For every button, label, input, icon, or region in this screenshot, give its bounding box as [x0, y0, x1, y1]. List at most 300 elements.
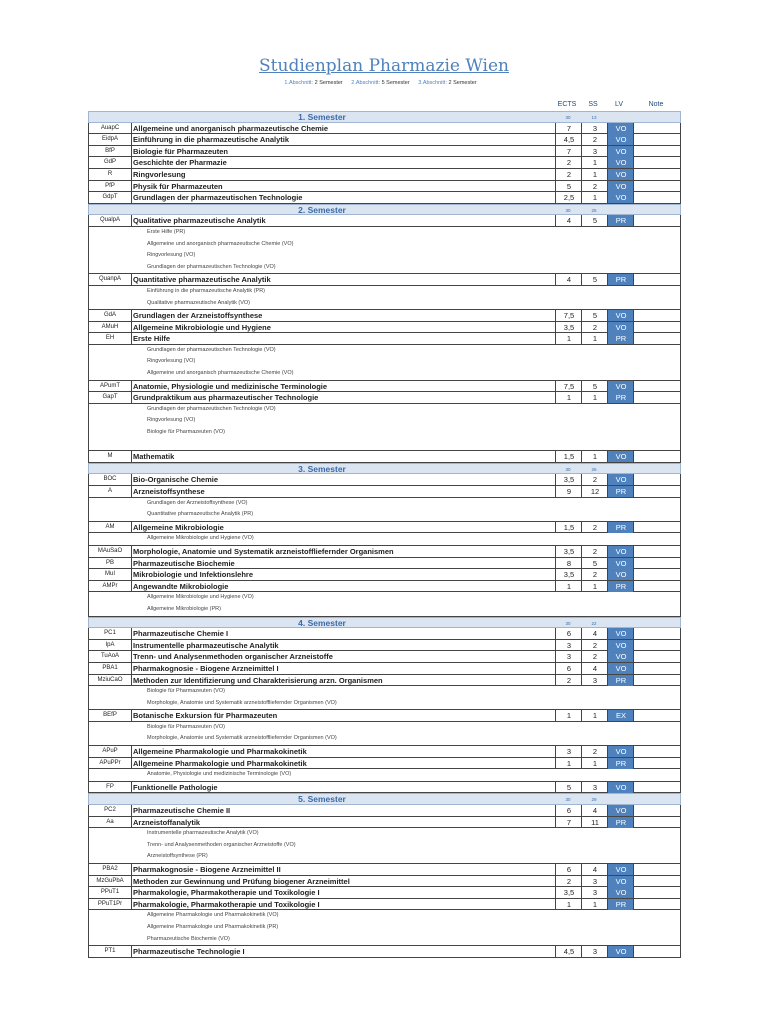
- course-note: [633, 651, 682, 662]
- course-code: PBA2: [89, 864, 132, 875]
- course-ss: 3: [581, 675, 608, 686]
- course-code: R: [89, 169, 132, 180]
- course-lv-badge: VO: [607, 123, 634, 134]
- course-ects: 8: [555, 558, 582, 569]
- course-ss: 1: [581, 710, 608, 721]
- course-code: GdA: [89, 310, 132, 321]
- course-lv-badge: PR: [607, 333, 634, 344]
- course-row: [88, 805, 681, 817]
- course-row: [88, 333, 681, 345]
- page-title: Studienplan Pharmazie Wien: [259, 56, 509, 76]
- course-row: [88, 710, 681, 722]
- course-name: Pharmazeutische Chemie I: [133, 629, 229, 639]
- course-row: [88, 651, 681, 663]
- course-name: Pharmazeutische Biochemie: [133, 558, 235, 568]
- course-code: AMuH: [89, 322, 132, 333]
- course-ects: 1,5: [555, 451, 582, 462]
- ects-column-header: ECTS: [557, 101, 577, 108]
- course-name: Bio-Organische Chemie: [133, 475, 219, 485]
- course-note: [633, 746, 682, 757]
- course-ss: 1: [581, 169, 608, 180]
- course-code: M: [89, 451, 132, 462]
- course-name: Pharmakologie, Pharmakotherapie und Toxikologie I: [133, 899, 320, 909]
- course-ss: 3: [581, 123, 608, 134]
- course-code: PBA1: [89, 663, 132, 674]
- course-note: [633, 215, 682, 226]
- course-name: Anatomie, Physiologie und medizinische Terminologie: [133, 381, 328, 391]
- course-ects: 1,5: [555, 522, 582, 533]
- course-note: [633, 887, 682, 898]
- course-name: Physik für Pharmazeuten: [133, 181, 223, 191]
- course-ss: 5: [581, 310, 608, 321]
- course-name: Biologie für Pharmazeuten: [133, 146, 229, 156]
- course-name: Methoden zur Gewinnung und Prüfung biogener Arzneimittel: [133, 876, 350, 886]
- prerequisite-item: Ringvorlesung (VO): [147, 417, 196, 424]
- course-name: Grundpraktikum aus pharmazeutischer Technologie: [133, 393, 319, 403]
- section-1-label: 1.Abschnitt:: [284, 80, 314, 86]
- course-row: [88, 782, 681, 794]
- course-ects: 7: [555, 123, 582, 134]
- course-ss: 5: [581, 215, 608, 226]
- prerequisite-block: [88, 722, 681, 746]
- course-note: [633, 192, 682, 203]
- course-note: [633, 274, 682, 285]
- course-lv-badge: PR: [607, 522, 634, 533]
- prerequisite-block: [88, 345, 681, 381]
- prerequisite-block: [88, 592, 681, 616]
- course-ects: 1: [555, 333, 582, 344]
- course-ects: 7,5: [555, 381, 582, 392]
- prerequisite-block: [88, 769, 681, 782]
- course-lv-badge: VO: [607, 887, 634, 898]
- course-ss: 4: [581, 805, 608, 816]
- note-column-header: Note: [648, 101, 664, 108]
- course-ss: 5: [581, 558, 608, 569]
- course-ss: 3: [581, 146, 608, 157]
- course-ss: 1: [581, 157, 608, 168]
- course-row: [88, 899, 681, 911]
- course-ss: 12: [581, 486, 608, 497]
- course-name: Pharmakognosie - Biogene Arzneimittel I: [133, 663, 279, 673]
- course-code: EH: [89, 333, 132, 344]
- course-code: GapT: [89, 392, 132, 403]
- course-name: Arzneistoffanalytik: [133, 817, 201, 827]
- course-ects: 2: [555, 876, 582, 887]
- prerequisite-item: Grundlagen der Arzneistoffsynthese (VO): [147, 499, 248, 506]
- course-name: Pharmakologie, Pharmakotherapie und Toxikologie I: [133, 888, 320, 898]
- course-ects: 2,5: [555, 192, 582, 203]
- course-lv-badge: VO: [607, 134, 634, 145]
- course-lv-badge: VO: [607, 651, 634, 662]
- course-code: PfP: [89, 181, 132, 192]
- course-note: [633, 322, 682, 333]
- course-code: GdpT: [89, 192, 132, 203]
- course-name: Pharmazeutische Technologie I: [133, 947, 245, 957]
- course-code: PPuT1: [89, 887, 132, 898]
- course-ss: 1: [581, 192, 608, 203]
- course-note: [633, 381, 682, 392]
- prerequisite-item: Biologie für Pharmazeuten (VO): [147, 723, 225, 730]
- course-ects: 1: [555, 899, 582, 910]
- course-lv-badge: VO: [607, 322, 634, 333]
- semester-ss-total: 29: [591, 797, 597, 803]
- course-code: TuAoA: [89, 651, 132, 662]
- course-code: BfP: [89, 146, 132, 157]
- course-name: Trenn- und Analysenmethoden organischer Arzneistoffe: [133, 652, 333, 662]
- course-code: PC2: [89, 805, 132, 816]
- course-name: Allgemeine Pharmakologie und Pharmakokinetik: [133, 747, 307, 757]
- course-name: Allgemeine Pharmakologie und Pharmakokinetik: [133, 758, 307, 768]
- prerequisite-item: Allgemeine und anorganisch pharmazeutische Chemie (VO): [147, 370, 294, 377]
- course-lv-badge: VO: [607, 569, 634, 580]
- course-ects: 9: [555, 486, 582, 497]
- prerequisite-block: [88, 828, 681, 864]
- course-ects: 4,5: [555, 134, 582, 145]
- course-lv-badge: VO: [607, 181, 634, 192]
- course-code: IpA: [89, 640, 132, 651]
- prerequisite-block: [88, 533, 681, 546]
- course-note: [633, 474, 682, 485]
- course-row: [88, 569, 681, 581]
- course-ects: 6: [555, 628, 582, 639]
- course-lv-badge: VO: [607, 157, 634, 168]
- prerequisite-block: [88, 686, 681, 710]
- course-row: [88, 310, 681, 322]
- prerequisite-item: Grundlagen der pharmazeutischen Technologie (VO): [147, 405, 276, 412]
- course-code: GdP: [89, 157, 132, 168]
- course-name: Grundlagen der pharmazeutischen Technologie: [133, 193, 303, 203]
- course-note: [633, 817, 682, 828]
- course-row: [88, 663, 681, 675]
- course-ss: 2: [581, 522, 608, 533]
- course-ects: 3,5: [555, 322, 582, 333]
- course-ects: 6: [555, 805, 582, 816]
- course-row: [88, 123, 681, 135]
- course-row: [88, 946, 681, 958]
- course-ects: 1: [555, 581, 582, 592]
- semester-ects-total: 30: [565, 620, 571, 626]
- course-ects: 4: [555, 215, 582, 226]
- course-lv-badge: VO: [607, 546, 634, 557]
- course-lv-badge: PR: [607, 817, 634, 828]
- prerequisite-item: Grundlagen der pharmazeutischen Technologie (VO): [147, 346, 276, 353]
- course-name: Angewandte Mikrobiologie: [133, 581, 229, 591]
- prerequisite-block: [88, 227, 681, 274]
- course-code: AM: [89, 522, 132, 533]
- course-code: PT1: [89, 946, 132, 957]
- course-row: [88, 146, 681, 158]
- prerequisite-item: Allgemeine Mikrobiologie und Hygiene (VO): [147, 594, 254, 601]
- course-ss: 2: [581, 546, 608, 557]
- semester-ects-total: 30: [565, 207, 571, 213]
- ss-column-header: SS: [588, 101, 598, 108]
- course-ects: 7,5: [555, 310, 582, 321]
- course-ects: 2: [555, 169, 582, 180]
- course-row: [88, 876, 681, 888]
- course-note: [633, 558, 682, 569]
- course-name: Mikrobiologie und Infektionslehre: [133, 570, 254, 580]
- semester-title: 3. Semester: [298, 463, 346, 474]
- course-lv-badge: VO: [607, 192, 634, 203]
- course-lv-badge: PR: [607, 758, 634, 769]
- course-ss: 2: [581, 569, 608, 580]
- lv-column-header: LV: [614, 101, 624, 108]
- section-2-value: 5 Semester: [381, 80, 410, 86]
- course-note: [633, 157, 682, 168]
- course-code: QuanpA: [89, 274, 132, 285]
- course-row: [88, 181, 681, 193]
- semester-ss-total: 22: [591, 620, 597, 626]
- course-note: [633, 522, 682, 533]
- course-lv-badge: VO: [607, 782, 634, 793]
- course-note: [633, 134, 682, 145]
- course-lv-badge: EX: [607, 710, 634, 721]
- course-ects: 5: [555, 181, 582, 192]
- course-ss: 2: [581, 181, 608, 192]
- course-note: [633, 123, 682, 134]
- semester-ss-total: 25: [591, 207, 597, 213]
- course-ects: 2: [555, 675, 582, 686]
- prerequisite-item: [89, 439, 680, 451]
- course-lv-badge: PR: [607, 486, 634, 497]
- course-name: Qualitative pharmazeutische Analytik: [133, 216, 266, 226]
- course-row: [88, 134, 681, 146]
- course-row: [88, 274, 681, 286]
- course-lv-badge: VO: [607, 451, 634, 462]
- course-code: PC1: [89, 628, 132, 639]
- section-3-value: 2 Semester: [448, 80, 477, 86]
- course-note: [633, 864, 682, 875]
- course-lv-badge: PR: [607, 274, 634, 285]
- course-ects: 1: [555, 392, 582, 403]
- course-ss: 3: [581, 876, 608, 887]
- prerequisite-item: Ringvorlesung (VO): [147, 252, 196, 259]
- course-name: Pharmazeutische Chemie II: [133, 806, 231, 816]
- course-note: [633, 640, 682, 651]
- course-code: BOC: [89, 474, 132, 485]
- section-3-label: 3.Abschnitt:: [418, 80, 447, 86]
- prerequisite-block: [88, 404, 681, 451]
- course-lv-badge: VO: [607, 946, 634, 957]
- course-note: [633, 169, 682, 180]
- prerequisite-item: Erste Hilfe (PR): [147, 228, 186, 235]
- prerequisite-item: Allgemeine und anorganisch pharmazeutische Chemie (VO): [147, 240, 294, 247]
- course-name: Allgemeine Mikrobiologie und Hygiene: [133, 322, 271, 332]
- course-row: [88, 581, 681, 593]
- course-row: [88, 474, 681, 486]
- course-code: A: [89, 486, 132, 497]
- semester-title: 1. Semester: [298, 112, 346, 122]
- prerequisite-item: Quantitative pharmazeutische Analytik (PR): [147, 511, 254, 518]
- course-note: [633, 451, 682, 462]
- prerequisite-item: Biologie für Pharmazeuten (VO): [147, 688, 225, 695]
- course-ss: 2: [581, 474, 608, 485]
- course-note: [633, 181, 682, 192]
- course-row: [88, 887, 681, 899]
- course-ss: 2: [581, 322, 608, 333]
- course-name: Einführung in die pharmazeutische Analytik: [133, 135, 289, 145]
- course-ects: 3: [555, 746, 582, 757]
- course-code: APuPPr: [89, 758, 132, 769]
- prerequisite-item: Grundlagen der pharmazeutischen Technologie (VO): [147, 263, 276, 270]
- study-plan-table: [88, 111, 681, 958]
- course-code: APumT: [89, 381, 132, 392]
- course-code: MzGuPbA: [89, 876, 132, 887]
- course-note: [633, 758, 682, 769]
- course-lv-badge: VO: [607, 169, 634, 180]
- course-lv-badge: VO: [607, 628, 634, 639]
- course-ects: 4,5: [555, 946, 582, 957]
- course-lv-badge: VO: [607, 310, 634, 321]
- prerequisite-item: Ringvorlesung (VO): [147, 358, 196, 365]
- course-ects: 3: [555, 651, 582, 662]
- course-lv-badge: VO: [607, 805, 634, 816]
- course-name: Arzneistoffsynthese: [133, 487, 205, 496]
- course-code: EidpA: [89, 134, 132, 145]
- course-name: Methoden zur Identifizierung und Charakterisierung arzn. Organismen: [133, 675, 383, 685]
- semester-header: [88, 617, 681, 629]
- course-row: [88, 192, 681, 204]
- course-lv-badge: VO: [607, 746, 634, 757]
- course-lv-badge: VO: [607, 558, 634, 569]
- prerequisite-item: Trenn- und Analysenmethoden organischer Arzneistoffe (VO): [147, 841, 296, 848]
- course-lv-badge: PR: [607, 899, 634, 910]
- course-code: BEfP: [89, 710, 132, 721]
- course-ss: 2: [581, 640, 608, 651]
- semester-ects-total: 30: [565, 466, 571, 472]
- course-row: [88, 322, 681, 334]
- course-note: [633, 628, 682, 639]
- course-code: MAuSaO: [89, 546, 132, 557]
- course-code: AMPr: [89, 581, 132, 592]
- course-ss: 1: [581, 333, 608, 344]
- course-lv-badge: VO: [607, 381, 634, 392]
- course-row: [88, 546, 681, 558]
- semester-ects-total: 30: [565, 115, 571, 120]
- course-lv-badge: PR: [607, 392, 634, 403]
- course-ss: 3: [581, 946, 608, 957]
- course-name: Grundlagen der Arzneistoffsynthese: [133, 311, 263, 321]
- course-note: [633, 782, 682, 793]
- semester-ss-total: 26: [591, 466, 597, 472]
- course-code: PPuT1Pr: [89, 899, 132, 910]
- course-lv-badge: VO: [607, 876, 634, 887]
- semester-ects-total: 30: [565, 797, 571, 803]
- course-name: Allgemeine und anorganisch pharmazeutische Chemie: [133, 123, 329, 133]
- course-row: [88, 381, 681, 393]
- course-ects: 3,5: [555, 887, 582, 898]
- prerequisite-item: Arzneistoffsynthese (PR): [147, 853, 208, 860]
- course-ects: 7: [555, 817, 582, 828]
- course-ects: 6: [555, 663, 582, 674]
- course-row: [88, 169, 681, 181]
- course-ects: 7: [555, 146, 582, 157]
- course-name: Pharmakognosie - Biogene Arzneimittel II: [133, 865, 281, 874]
- course-lv-badge: VO: [607, 663, 634, 674]
- prerequisite-item: Allgemeine Mikrobiologie (PR): [147, 605, 221, 612]
- course-ects: 2: [555, 157, 582, 168]
- semester-header: [88, 793, 681, 805]
- course-note: [633, 675, 682, 686]
- course-name: Instrumentelle pharmazeutische Analytik: [133, 640, 279, 650]
- course-note: [633, 876, 682, 887]
- semester-header: [88, 111, 681, 123]
- course-row: [88, 451, 681, 463]
- course-ects: 3,5: [555, 546, 582, 557]
- course-code: Aa: [89, 817, 132, 828]
- prerequisite-item: Morphologie, Anatomie und Systematik arzneistoffliefernder Organismen (VO): [147, 699, 337, 706]
- section-2-label: 2.Abschnitt:: [351, 80, 381, 86]
- course-name: Allgemeine Mikrobiologie: [133, 522, 224, 532]
- course-lv-badge: VO: [607, 864, 634, 875]
- prerequisite-item: Morphologie, Anatomie und Systematik arzneistoffliefernder Organismen (VO): [147, 735, 337, 742]
- prerequisite-item: Instrumentelle pharmazeutische Analytik (VO): [147, 830, 259, 837]
- course-lv-badge: PR: [607, 675, 634, 686]
- prerequisite-item: Biologie für Pharmazeuten (VO): [147, 429, 225, 436]
- course-note: [633, 569, 682, 580]
- course-ss: 1: [581, 392, 608, 403]
- course-row: [88, 817, 681, 829]
- course-lv-badge: PR: [607, 215, 634, 226]
- prerequisite-block: [88, 498, 681, 522]
- course-row: [88, 864, 681, 876]
- semester-title: 5. Semester: [298, 794, 346, 805]
- course-code: APuP: [89, 746, 132, 757]
- prerequisite-item: Pharmazeutische Biochemie (VO): [147, 935, 230, 942]
- semester-title: 2. Semester: [298, 204, 346, 215]
- course-ects: 3: [555, 640, 582, 651]
- prerequisite-item: Allgemeine Pharmakologie und Pharmakokinetik (PR): [147, 923, 279, 930]
- course-ects: 5: [555, 782, 582, 793]
- course-note: [633, 663, 682, 674]
- course-name: Morphologie, Anatomie und Systematik arzneistoffliefernder Organismen: [133, 546, 394, 556]
- prerequisite-item: Qualitative pharmazeutische Analytik (VO): [147, 299, 251, 306]
- course-ss: 1: [581, 758, 608, 769]
- course-note: [633, 899, 682, 910]
- course-ss: 1: [581, 451, 608, 462]
- course-name: Funktionelle Pathologie: [133, 782, 218, 792]
- course-code: PB: [89, 558, 132, 569]
- course-note: [633, 546, 682, 557]
- prerequisite-item: Allgemeine Pharmakologie und Pharmakokinetik (VO): [147, 912, 279, 919]
- course-ects: 1: [555, 710, 582, 721]
- course-ss: 2: [581, 134, 608, 145]
- course-code: FP: [89, 782, 132, 793]
- semester-header: [88, 204, 681, 216]
- course-ects: 6: [555, 864, 582, 875]
- course-row: [88, 522, 681, 534]
- course-lv-badge: VO: [607, 474, 634, 485]
- prerequisite-block: [88, 286, 681, 310]
- course-note: [633, 486, 682, 497]
- course-code: MuI: [89, 569, 132, 580]
- course-row: [88, 392, 681, 404]
- course-ss: 3: [581, 782, 608, 793]
- course-ects: 1: [555, 758, 582, 769]
- course-row: [88, 215, 681, 227]
- course-note: [633, 392, 682, 403]
- course-ss: 11: [581, 817, 608, 828]
- course-ects: 3,5: [555, 569, 582, 580]
- section-1-value: 2 Semester: [314, 80, 343, 86]
- semester-header: [88, 463, 681, 475]
- course-name: Quantitative pharmazeutische Analytik: [133, 275, 271, 285]
- course-code: AuapC: [89, 123, 132, 134]
- course-ss: 4: [581, 864, 608, 875]
- course-note: [633, 333, 682, 344]
- course-row: [88, 675, 681, 687]
- course-name: Geschichte der Pharmazie: [133, 158, 227, 168]
